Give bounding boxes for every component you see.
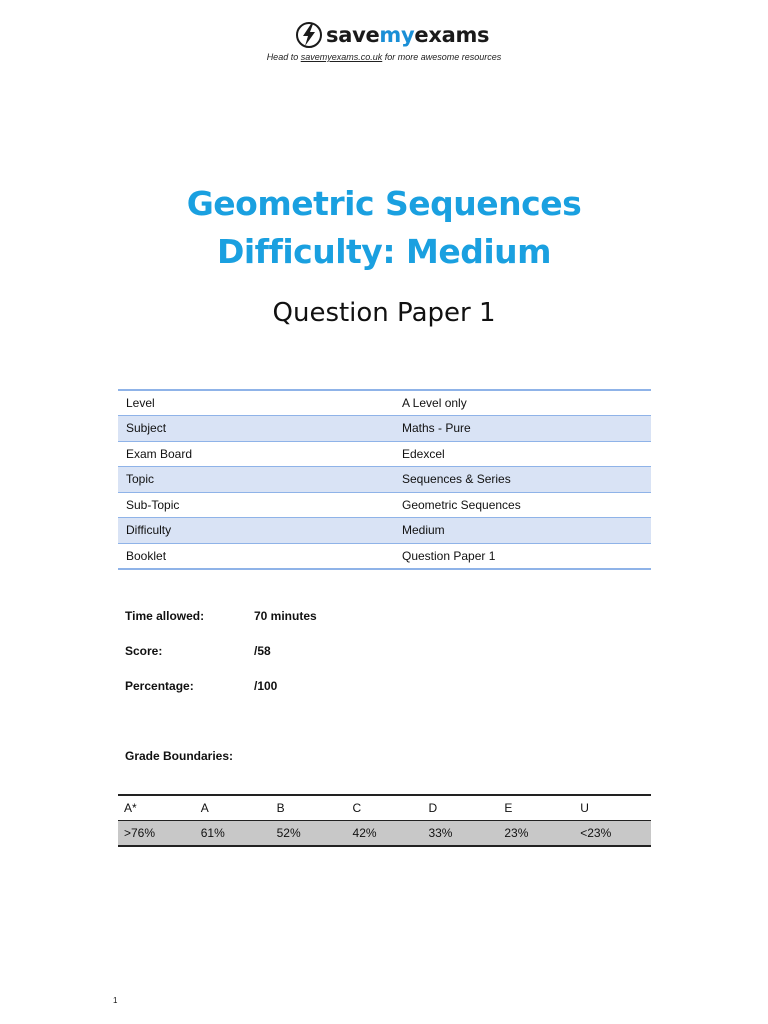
title-topic: Geometric Sequences bbox=[186, 184, 582, 223]
tagline bbox=[0, 52, 768, 62]
info-key: Topic bbox=[118, 467, 394, 493]
info-key: Subject bbox=[118, 416, 394, 442]
tagline-link[interactable]: savemyexams.co.uk bbox=[300, 52, 383, 62]
grade-value: 52% bbox=[271, 821, 347, 847]
info-row bbox=[118, 492, 651, 518]
info-key: Level bbox=[118, 390, 394, 416]
grade-value: <23% bbox=[574, 821, 651, 847]
grade-value: 23% bbox=[498, 821, 574, 847]
info-row bbox=[118, 543, 651, 569]
info-row bbox=[118, 518, 651, 544]
percentage-value: /100 bbox=[254, 679, 278, 693]
title-difficulty: Difficulty: Medium bbox=[216, 232, 552, 271]
grade-header: A bbox=[195, 795, 271, 821]
percentage-label: Percentage: bbox=[125, 679, 194, 693]
info-row bbox=[118, 390, 651, 416]
logo-save-text: save bbox=[326, 22, 380, 47]
grade-header: B bbox=[271, 795, 347, 821]
info-value: A Level only bbox=[394, 390, 651, 416]
info-value: Maths - Pure bbox=[394, 416, 651, 442]
grade-value: 42% bbox=[347, 821, 423, 847]
info-row bbox=[118, 416, 651, 442]
logo-exams-text: exams bbox=[414, 22, 490, 47]
info-row bbox=[118, 441, 651, 467]
lightning-bolt-icon bbox=[296, 22, 322, 48]
grade-value-row bbox=[118, 821, 651, 847]
info-table bbox=[118, 389, 651, 570]
grade-header: A* bbox=[118, 795, 195, 821]
score-value: /58 bbox=[254, 644, 271, 658]
info-row bbox=[118, 467, 651, 493]
score bbox=[125, 644, 271, 658]
grade-header-row bbox=[118, 795, 651, 821]
info-key: Exam Board bbox=[118, 441, 394, 467]
grade-boundaries-label: Grade Boundaries: bbox=[125, 749, 234, 763]
info-value: Question Paper 1 bbox=[394, 543, 651, 569]
grade-header: C bbox=[347, 795, 423, 821]
grade-value: 33% bbox=[422, 821, 498, 847]
tagline-suffix: for more awesome resources bbox=[382, 52, 502, 62]
grade-header: U bbox=[574, 795, 651, 821]
score-label: Score: bbox=[125, 644, 163, 658]
logo-my-text: my bbox=[379, 22, 415, 47]
brand-logo bbox=[296, 20, 489, 50]
grade-header: E bbox=[498, 795, 574, 821]
info-key: Booklet bbox=[118, 543, 394, 569]
info-key: Sub-Topic bbox=[118, 492, 394, 518]
info-key: Difficulty bbox=[118, 518, 394, 544]
tagline-prefix: Head to bbox=[266, 52, 301, 62]
grade-header: D bbox=[422, 795, 498, 821]
document-subtitle: Question Paper 1 bbox=[272, 298, 496, 328]
info-value: Edexcel bbox=[394, 441, 651, 467]
document-title bbox=[0, 180, 768, 276]
logo-wordmark bbox=[326, 22, 490, 47]
info-value: Geometric Sequences bbox=[394, 492, 651, 518]
percentage bbox=[125, 679, 278, 693]
time-allowed bbox=[125, 609, 317, 623]
grade-boundaries-table bbox=[118, 794, 651, 847]
info-value: Medium bbox=[394, 518, 651, 544]
info-value: Sequences & Series bbox=[394, 467, 651, 493]
page-number: 1 bbox=[113, 996, 118, 1005]
time-allowed-value: 70 minutes bbox=[254, 609, 317, 623]
time-allowed-label: Time allowed: bbox=[125, 609, 205, 623]
grade-value: 61% bbox=[195, 821, 271, 847]
grade-value: >76% bbox=[118, 821, 195, 847]
